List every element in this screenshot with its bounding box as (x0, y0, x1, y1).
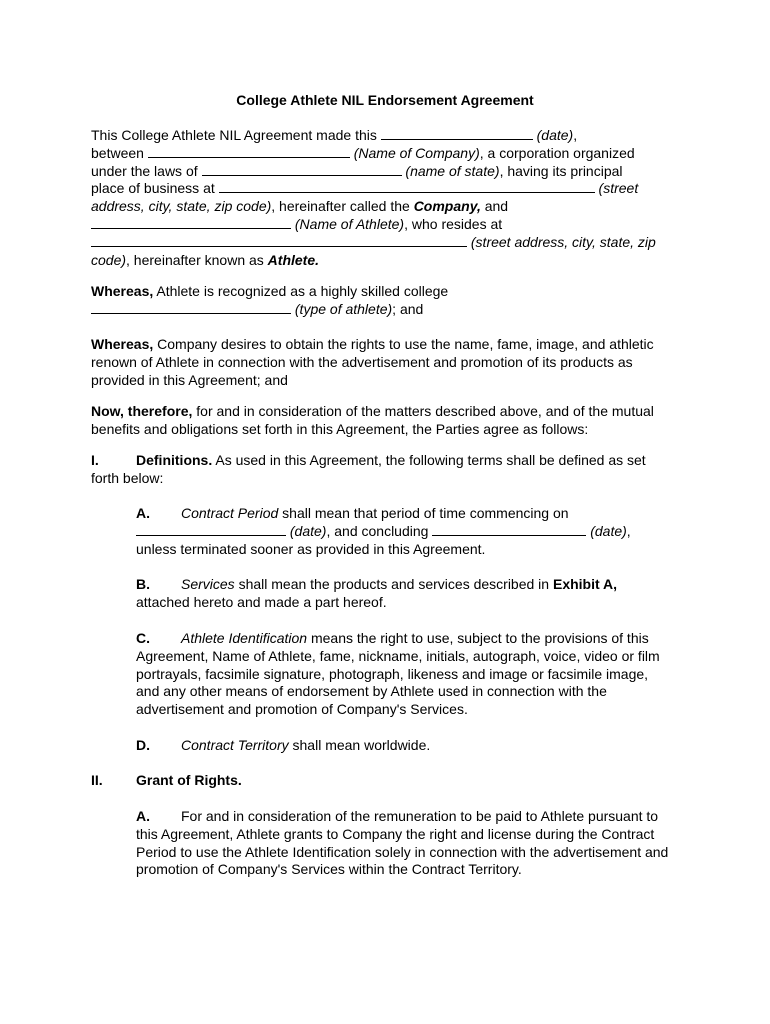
code-hint: code) (91, 251, 127, 268)
section-1-heading: I. Definitions. As used in this Agreement, the following terms shall be defined as set forth below: (91, 452, 646, 486)
document-title: College Athlete NIL Endorsement Agreement (236, 92, 534, 108)
definition-a: A. Contract Period shall mean that period of time commencing on (date), and concluding (date), unless terminated sooner as provided in this Agreement. (136, 505, 631, 557)
athlete-type-hint: (type of athlete) (294, 300, 393, 317)
whereas-paragraph-2: Whereas, Company desires to obtain the rights to use the name, fame, image, and athletic renown of Athlete in connection with the advertisement and promotion of its products as provided in this Agreement; and (91, 336, 654, 388)
services-term: Services (181, 576, 235, 592)
section-2-heading (91, 772, 691, 790)
athlete-name-hint: (Name of Athlete) (294, 215, 405, 232)
state-blank[interactable] (202, 163, 402, 176)
company-term: Company, (413, 198, 481, 215)
under-laws-label: under the laws of (91, 162, 198, 179)
contract-territory-term: Contract Territory (181, 737, 289, 753)
street-hint: (street (598, 180, 639, 197)
definition-c: C. Athlete Identification means the right to use, subject to the provisions of this Agreement, Name of Athlete, fame, nickname, initials, autograph, voice, video or film portrayals, facsimile signature, photograph, likeness and image or facsimile image, and any other means of endorsement by Athlete used in connection with the advertisement and promotion of Company's Services. (136, 630, 660, 718)
end-date-blank[interactable] (432, 523, 586, 536)
athlete-term: Athlete. (267, 251, 320, 268)
address-hint: address, city, state, zip code) (91, 198, 272, 215)
company-name-hint: (Name of Company) (353, 144, 480, 161)
section-1-number: I. (91, 452, 99, 468)
definition-b: B. Services shall mean the products and services described in Exhibit A, attached hereto and made a part hereof. (136, 576, 618, 610)
athlete-address-blank[interactable] (91, 234, 467, 247)
definition-d: D. Contract Territory shall mean worldwide. (136, 737, 431, 753)
date-hint: (date) (536, 127, 574, 143)
athlete-name-blank[interactable] (91, 216, 291, 229)
athlete-address-hint: (street address, city, state, zip (470, 233, 656, 250)
grant-clause-a: A. For and in consideration of the remuneration to be paid to Athlete pursuant to this Agreement, Athlete grants to Company the right and license during the Contract Period to use the Athlete Identification solely in connection with the advertisement and promotion of Company's Services within the Contract Territory. (136, 808, 669, 878)
company-name-blank[interactable] (148, 145, 350, 158)
between-label: between (91, 144, 144, 161)
start-date-blank[interactable] (136, 523, 286, 536)
intro-paragraph: This College Athlete NIL Agreement made this (date), between (Name of Company), a corporation organized under the laws of (name of state), having its principal place of business at (street address, city, state, zip code), hereinafter called the Company, and (Name of Athlete), who resides at (street address, city, state, zip code), hereinafter known as Athlete. (91, 127, 656, 268)
whereas-paragraph-1: Whereas, Athlete is recognized as a highly skilled college (type of athlete); and (91, 283, 449, 317)
section-1-title: Definitions. (136, 452, 213, 468)
company-address-blank[interactable] (219, 180, 595, 193)
contract-period-term: Contract Period (181, 505, 279, 521)
place-label: place of business at (91, 180, 215, 197)
athlete-type-blank[interactable] (91, 301, 291, 314)
section-2-title: Grant of Rights. (136, 772, 242, 788)
now-therefore-paragraph: Now, therefore, for and in consideration of the matters described above, and of the mutual benefits and obligations set forth in this Agreement, the Parties agree as follows: (91, 403, 654, 437)
section-2-number: II. (91, 772, 103, 788)
state-hint: (name of state) (405, 162, 500, 179)
intro-text: This College Athlete NIL Agreement made this (91, 127, 377, 143)
date-blank[interactable] (381, 127, 533, 140)
exhibit-a-ref: Exhibit A, (552, 576, 618, 592)
athlete-identification-term: Athlete Identification (181, 630, 308, 646)
